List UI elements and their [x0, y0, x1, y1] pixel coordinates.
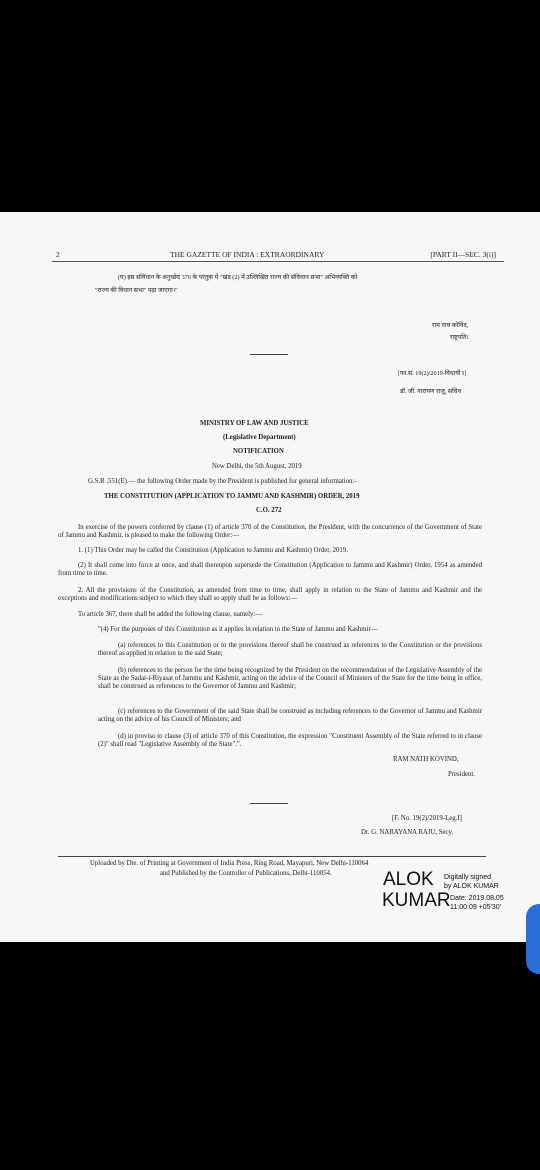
hindi-line-1: (घ) इस संविधान के अनुच्छेद 370 के परंतुक में "खंड (2) में उल्लिखित राज्य की संविधान सभा" अभिव्यक्ति को	[118, 274, 358, 281]
gazette-title: THE GAZETTE OF INDIA : EXTRAORDINARY	[170, 250, 325, 259]
paragraph-1-1: 1. (1) This Order may be called the Constitution (Application to Jammu and Kashmir) Order, 2019.	[78, 547, 348, 554]
signature-text-3: Date: 2019.08.05	[450, 895, 504, 902]
hindi-file-number: [फा.सं. 19(2)/2019-विधायी I]	[398, 370, 467, 377]
hindi-line-2: "राज्य की विधान सभा" पढ़ा जाएगा।"	[95, 287, 178, 294]
clause-b: (b) references to the person for the time being recognized by the President on the recommendation of the Legislative Assembly of the State as the Sadar-i-Riyasat of Jammu and Kashmir, acting on the advice of the Council of Ministers of the State for the time being in office, shall be construed as references to the Governor of Jammu and Kashmir;	[98, 667, 482, 690]
department-title: (Legislative Department)	[223, 434, 296, 441]
footer-line-1: Uploaded by Dte. of Printing at Government of India Press, Ring Road, Mayapuri, New Delhi-110064	[90, 860, 369, 867]
side-panel-handle[interactable]	[526, 904, 540, 974]
footer-divider	[58, 856, 486, 857]
gazette-page	[0, 212, 540, 942]
digital-signature	[382, 859, 532, 919]
signature-name-line-2: KUMAR	[382, 890, 451, 911]
notification-title: NOTIFICATION	[233, 448, 284, 455]
paragraph-2: 2. All the provisions of the Constitution, as amended from time to time, shall apply in relation to the State of Jammu and Kashmir and the exceptions and modifications subject to which they shall so apply shall be as follows:—	[58, 587, 482, 602]
president-name: RAM NATH KOVIND,	[393, 756, 459, 763]
hindi-president-title: राष्ट्रपति।	[450, 334, 469, 341]
clause-a: (a) references to this Constitution or to the provisions thereof shall be construed as references to the Constitution or the provisions thereof as applied in relation to the said State;	[98, 642, 482, 657]
file-number: [F. No. 19(2)/2019-Leg.I]	[392, 815, 462, 822]
gsr-line: G.S.R .551(E).— the following Order made by the President is published for general information:-	[88, 478, 357, 485]
notification-date: New Delhi, the 5th August, 2019	[212, 463, 302, 470]
hindi-president-name: राम नाथ कोविंद,	[432, 322, 469, 329]
clause-d: (d) in proviso to clause (3) of article 370 of this Constitution, the expression "Constituent Assembly of the State referred to in clause (2)" shall read "Legislative Assembly of the State".".	[98, 733, 482, 748]
signature-text-1: Digitally signed	[444, 874, 492, 881]
intro-paragraph: In exercise of the powers conferred by clause (1) of article 370 of the Constitution, the President, with the concurrence of the Government of State of Jammu and Kashmir, is pleased to make the following Order:—	[58, 524, 482, 539]
page-number: 2	[56, 250, 60, 259]
paragraph-1-2: (2) It shall come into force at once, and shall thereupon supersede the Constitution (Application to Jammu and Kashmir) Order, 1954 as amended from time to time.	[58, 562, 482, 577]
hindi-secretary: डॉ. जी. नारायण राजू, सचिव	[400, 388, 462, 395]
gazette-part: [PART II—SEC. 3(i)]	[430, 250, 496, 259]
divider	[250, 803, 288, 804]
clause-c: (c) references to the Government of the said State shall be construed as including references to the Governor of Jammu and Kashmir acting on the advice of his Council of Ministers; and	[98, 708, 482, 723]
paragraph-2-intro: To article 367, there shall be added the following clause, namely:—	[78, 611, 263, 618]
ministry-title: MINISTRY OF LAW AND JUSTICE	[200, 420, 309, 427]
order-title: THE CONSTITUTION (APPLICATION TO JAMMU AND KASHMIR) ORDER, 2019	[104, 493, 360, 500]
signature-name-line-1: ALOK	[383, 869, 434, 890]
signature-text-4: 11:00:09 +05'30'	[450, 904, 502, 911]
signature-text-2: by ALOK KUMAR	[444, 883, 499, 890]
divider	[250, 354, 288, 355]
gazette-header	[52, 250, 504, 262]
president-title: President.	[448, 771, 475, 778]
footer-line-2: and Published by the Controller of Publications, Delhi-110054.	[160, 870, 332, 877]
clause-4: "(4) For the purposes of this Constitution as it applies in relation to the State of Jammu and Kashmir—	[98, 626, 378, 633]
co-number: C.O. 272	[256, 507, 282, 514]
secretary: Dr. G. NARAYANA RAJU, Secy.	[361, 829, 454, 836]
